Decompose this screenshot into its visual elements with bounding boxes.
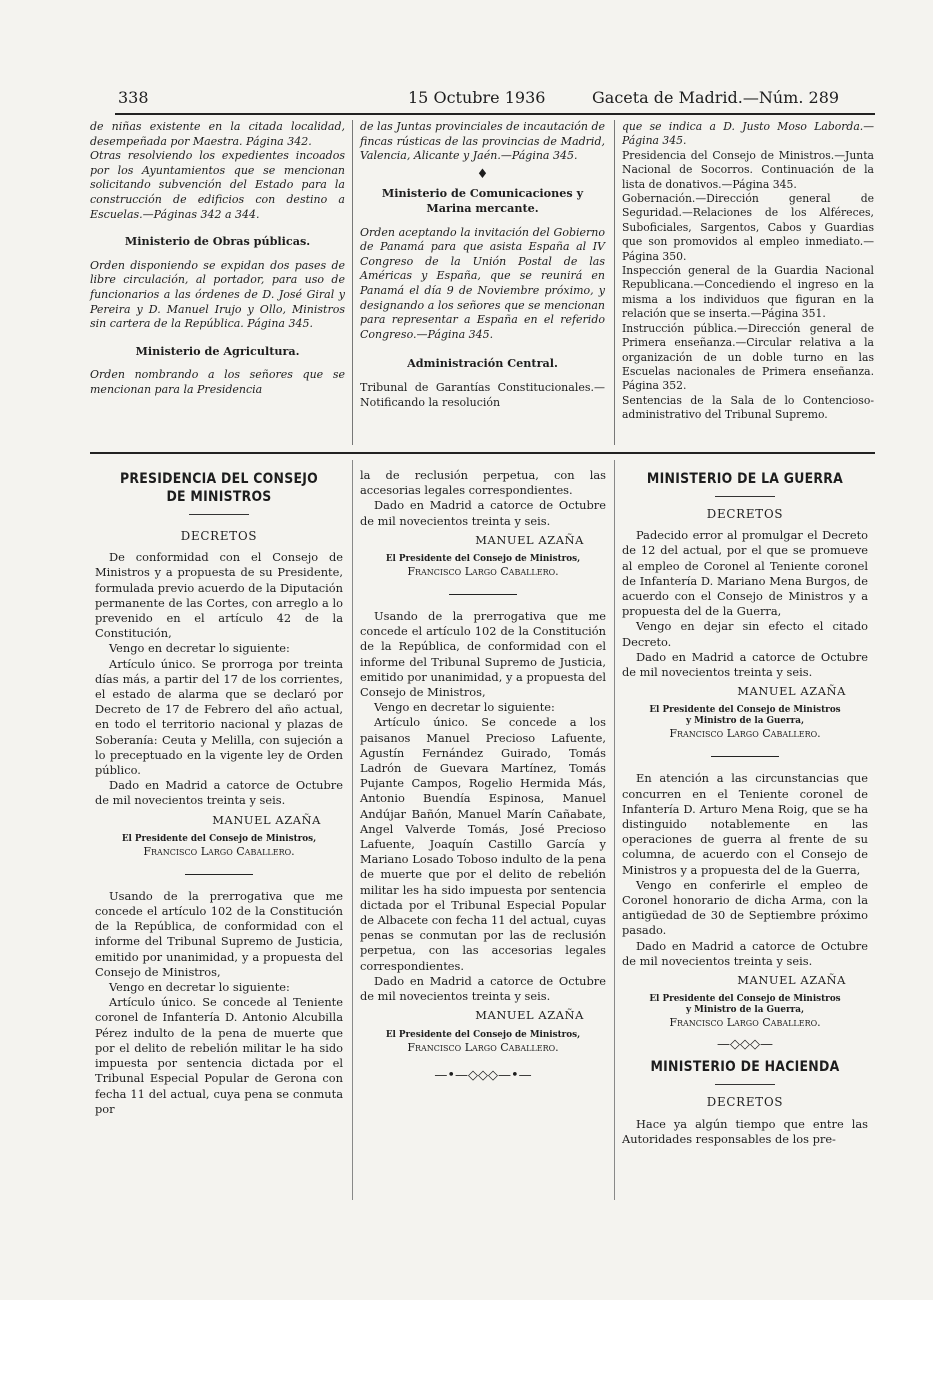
summary-entry: Sentencias de la Sala de lo Contencioso-administrativo del Tribunal Supremo. <box>622 393 874 422</box>
column-divider <box>352 460 353 1200</box>
signature: MANUEL AZAÑA <box>475 532 584 547</box>
divider <box>189 514 249 515</box>
summary-entry: Instrucción pública.—Dirección general de Primera enseñanza.—Circular relativa a la organización de un doble turno en las Escuelas nacionales de Primera enseñanza. Página 352. <box>622 321 874 393</box>
decree-paragraph: En atención a las circunstancias que concurren en el Teniente coronel de Infantería D. Arturo Mena Roig, que se ha distinguido notablemente en las operaciones de guerra al frente de su columna, de acuerdo con el Consejo de Ministros y a propuesta del de la Guerra, <box>622 771 868 877</box>
decree-paragraph: Usando de la prerrogativa que me concede el artículo 102 de la Constitución de la República, de conformidad con el informe del Tribunal Supremo de Justicia, emitido por unanimidad, y a propuesta del Consejo de Ministros, <box>360 609 606 700</box>
ornament: —◇◇◇— <box>717 1037 773 1053</box>
decree-paragraph: Dado en Madrid a catorce de Octubre de mil novecientos treinta y seis. <box>622 649 868 680</box>
signatory-title: El Presidente del Consejo de Ministros, <box>121 833 317 844</box>
header-rule <box>115 113 875 115</box>
summary-column-2 <box>360 120 605 410</box>
decree-paragraph: la de reclusión perpetua, con las accesorias legales correspondientes. <box>360 468 606 498</box>
body-column-1 <box>95 466 343 1117</box>
section-heading <box>112 470 325 506</box>
signatory-title: y Ministro de la Guerra, <box>685 1005 805 1016</box>
decree-paragraph: Artículo único. Se concede a los paisanos Manuel Precioso Lafuente, Agustín Fernández Guirado, Tomás Ladrón de Guevara Martínez, Tomás Pujante Campos, Rogelio Hermida Más, Antonio Buendía Espinosa, Manuel Andújar Bañón, Manuel Marín Cañabate, Angel Valverde Tomás, José Precioso Lafuente, Joaquín Castillo García y Mariano Losado Toboso indulto de la pena de muerte que por el delito de rebelión militar les ha sido impuesta por sentencia dictada por el Tribunal Especial Popular de Albacete con fecha 11 del actual, cuyas penas se conmutan por las de reclusión perpetua, con las accesorias legales correspondientes. <box>360 715 606 973</box>
summary-entry: que se indica a D. Justo Moso Laborda.—Página 345. <box>622 120 874 148</box>
ornament: —•—◇◇◇—•— <box>434 1067 532 1083</box>
decree-paragraph: Vengo en dejar sin efecto el citado Decreto. <box>622 619 868 649</box>
decree-paragraph: Artículo único. Se concede al Teniente coronel de Infantería D. Antonio Alcubilla Pérez indulto de la pena de muerte que por el delito de rebelión militar le ha sido impuesta por sentencia dictada por el Tribunal Especial Popular de Gerona con fecha 11 del actual, cuya pena se conmuta por <box>95 995 343 1116</box>
publication-name: Gaceta de Madrid.—Núm. 289 <box>592 88 840 107</box>
decree-paragraph: Dado en Madrid a catorce de Octubre de mil novecientos treinta y seis. <box>360 973 606 1004</box>
signatory-title: El Presidente del Consejo de Ministros <box>649 705 841 716</box>
decrees-subheading: DECRETOS <box>180 529 258 543</box>
decree-paragraph: Vengo en conferirle el empleo de Coronel honorario de dicha Arma, con la antigüedad de 30 de Septiembre próximo pasado. <box>622 877 868 938</box>
summary-entry: Otras resolviendo los expedientes incoados por los Ayuntamientos que se mencionan solicitando subvención del Estado para la construcción de edificios con destino a Escuelas.—Páginas 342 a 344. <box>90 149 345 221</box>
section-heading-line: DE MINISTROS <box>166 489 272 505</box>
summary-entry: Orden nombrando a los señores que se mencionan para la Presidencia <box>90 368 345 396</box>
signatory-title: y Ministro de la Guerra, <box>685 716 805 727</box>
column-divider <box>614 120 615 445</box>
signature: MANUEL AZAÑA <box>475 1008 584 1023</box>
decree-paragraph: Vengo en decretar lo siguiente: <box>109 980 290 995</box>
decrees-subheading: DECRETOS <box>706 1095 784 1110</box>
divider <box>185 874 253 875</box>
signature: MANUEL AZAÑA <box>212 812 321 827</box>
issue-date: 15 Octubre 1936 <box>408 88 546 107</box>
signatory-name: Francisco Largo Caballero. <box>669 727 821 741</box>
signatory-name: Francisco Largo Caballero. <box>143 844 295 858</box>
decree-paragraph: De conformidad con el Consejo de Ministros y a propuesta de su Presidente, formulada previo acuerdo de la Diputación permanente de las Cortes, con arreglo a lo prevenido en el artículo 42 de la Constitución, <box>95 550 343 641</box>
signatory-title: El Presidente del Consejo de Ministros <box>649 994 841 1005</box>
decree-paragraph: Vengo en decretar lo siguiente: <box>374 700 555 715</box>
summary-entry: Orden aceptando la invitación del Gobierno de Panamá para que asista España al IV Congreso de la Unión Postal de las Américas y España, que se reunirá en Panamá el día 9 de Noviembre próximo, y designando a los señores que se mencionan para representar a España en el referido Congreso.—Página 345. <box>360 225 605 341</box>
decree-paragraph: Dado en Madrid a catorce de Octubre de mil novecientos treinta y seis. <box>360 498 606 528</box>
ornament: ♦ <box>476 166 489 182</box>
decree-paragraph: Artículo único. Se prorroga por treinta días más, a partir del 17 de los corrientes, el estado de alarma que se declaró por Decreto de 17 de Febrero del año actual, en todo el territorio nacional y plazas de Soberanía: Ceuta y Melilla, con sujeción a lo preceptuado en la vigente ley de Orden público. <box>95 656 343 778</box>
section-heading: MINISTERIO DE LA GUERRA <box>646 471 844 487</box>
divider <box>449 594 517 595</box>
summary-column-3 <box>622 120 874 423</box>
divider <box>711 756 779 757</box>
summary-column-1 <box>90 120 345 398</box>
decrees-subheading: DECRETOS <box>706 507 784 521</box>
summary-entry: Gobernación.—Dirección general de Seguridad.—Relaciones de los Alféreces, Suboficiales, Sargentos, Cabos y Guardias que son promovidos al empleo inmediato.—Página 350. <box>622 192 874 263</box>
column-divider <box>352 120 353 445</box>
body-column-2 <box>360 468 606 1093</box>
summary-entry: Orden disponiendo se expidan dos pases de libre circulación, al portador, para uso de funcionarios a las órdenes de D. José Giral y Pereira y D. Manuel Irujo y Ollo, Ministros sin cartera de la República. Página 345. <box>90 258 345 331</box>
ministry-heading: Ministerio de Agricultura. <box>135 343 300 358</box>
signatory-name: Francisco Largo Caballero. <box>407 565 559 579</box>
summary-entry: Presidencia del Consejo de Ministros.—Junta Nacional de Socorros. Continuación de la lista de donativos.—Página 345. <box>622 148 874 191</box>
signature: MANUEL AZAÑA <box>737 973 846 988</box>
signatory-name: Francisco Largo Caballero. <box>407 1040 559 1054</box>
summary-entry: de niñas existente en la citada localidad, desempeñada por Maestra. Página 342. <box>90 120 345 148</box>
divider <box>715 496 775 497</box>
body-column-3 <box>622 466 868 1147</box>
divider <box>715 1084 775 1085</box>
signatory-title: El Presidente del Consejo de Ministros, <box>385 1029 581 1040</box>
column-divider <box>614 460 615 1200</box>
decree-paragraph: Vengo en decretar lo siguiente: <box>109 641 290 656</box>
page-number: 338 <box>118 88 149 107</box>
ministry-heading: Ministerio de Obras públicas. <box>124 234 311 249</box>
summary-entry: Inspección general de la Guardia Nacional Republicana.—Concediendo el ingreso en la misma a los individuos que figuran en la relación que se inserta.—Página 351. <box>622 264 874 321</box>
decree-paragraph: Hace ya algún tiempo que entre las Autoridades responsables de los pre- <box>622 1116 868 1146</box>
summary-entry: Tribunal de Garantías Constitucionales.—Notificando la resolución <box>360 380 605 409</box>
decree-paragraph: Dado en Madrid a catorce de Octubre de mil novecientos treinta y seis. <box>622 938 868 968</box>
signature: MANUEL AZAÑA <box>737 684 846 699</box>
decree-paragraph: Usando de la prerrogativa que me concede el artículo 102 de la Constitución de la República, de conformidad con el informe del Tribunal Supremo de Justicia, emitido por unanimidad, y a propuesta del Consejo de Ministros, <box>95 888 343 979</box>
section-heading: MINISTERIO DE HACIENDA <box>650 1059 840 1076</box>
section-heading: Administración Central. <box>407 356 558 371</box>
summary-bottom-rule <box>90 452 875 454</box>
signatory-title: El Presidente del Consejo de Ministros, <box>385 554 581 565</box>
signatory-name: Francisco Largo Caballero. <box>669 1016 821 1030</box>
section-heading-line: PRESIDENCIA DEL CONSEJO <box>119 471 318 487</box>
decree-paragraph: Padecido error al promulgar el Decreto de 12 del actual, por el que se promueve al empleo de Coronel al Teniente coronel de Infantería D. Mariano Mena Burgos, de acuerdo con el Consejo de Ministros y a propuesta del de la Guerra, <box>622 528 868 619</box>
decree-paragraph: Dado en Madrid a catorce de Octubre de mil novecientos treinta y seis. <box>95 778 343 808</box>
ministry-heading: Ministerio de Comunicaciones y Marina mercante. <box>381 186 584 215</box>
summary-entry: de las Juntas provinciales de incautación de fincas rústicas de las provincias de Madrid, Valencia, Alicante y Jaén.—Página 345. <box>360 120 605 163</box>
